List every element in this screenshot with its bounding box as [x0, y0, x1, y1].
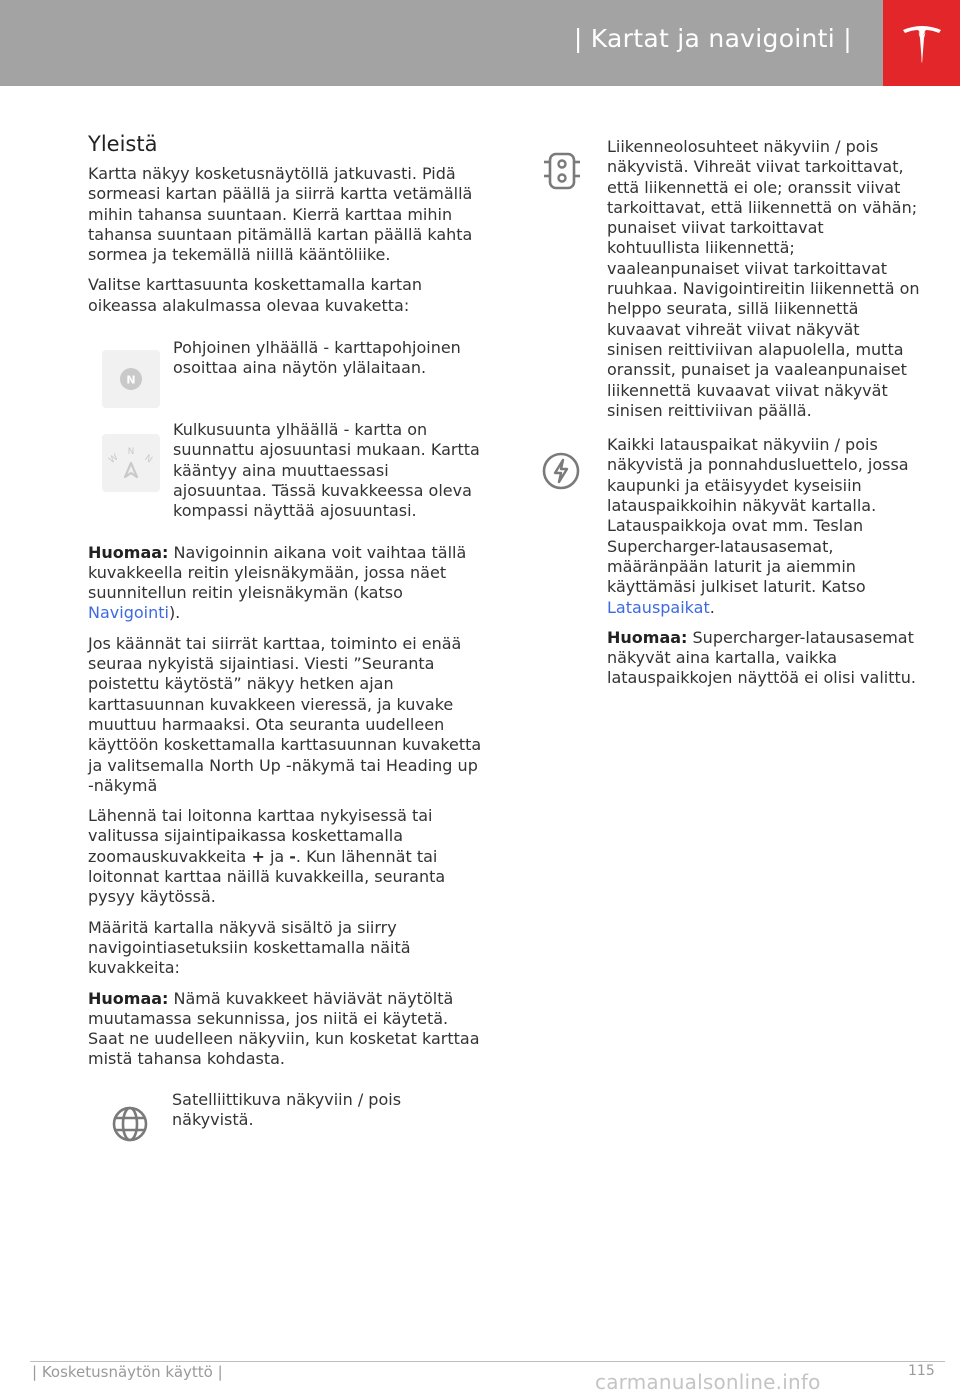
north-up-row: [88, 338, 483, 408]
note-label: Huomaa:: [607, 627, 688, 647]
heading-up-text: Kulkusuunta ylhäällä - kartta on suunnattu ajosuuntasi mukaan. Kartta kääntyy aina muuttaessasi ajosuuntaa. Tässä kuvakkeessa oleva kompassi näyttää ajosuuntasi.: [173, 420, 480, 521]
compass-n: N: [127, 447, 134, 458]
north-up-icon: [102, 350, 160, 408]
page-number: 115: [908, 1363, 935, 1379]
right-column: [540, 137, 920, 699]
heading-up-row: [88, 420, 483, 521]
footer-section: | Kosketusnäytön käyttö |: [32, 1363, 223, 1381]
heading-up-icon-cell: [88, 420, 173, 492]
footer-divider: [30, 1361, 945, 1362]
paragraph-tracking: Jos käännät tai siirrät karttaa, toiminto ei enää seuraa nykyistä sijaintiasi. Viesti ”Seuranta poistettu käytöstä” näkyy hetken ajan karttasuunnan kuvakkeen vieressä, ja kuvake muuttuu harmaaksi. Ota seuranta uudelleen käyttöön koskettamalla karttasuunnan kuvaketta ja valitsemalla North Up -näkymä tai Heading up -näkymä: [88, 633, 482, 795]
charging-text: Kaikki latauspaikat näkyviin / pois näkyvistä ja ponnahdusluettelo, jossa kaupunki ja etäisyydet kyseisiin latauspaikkoihin näkyvät kartalla. Latauspaikkoja ovat mm. Teslan Supercharger-latausasemat, määränpään laturit ja aiemmin käyttämäsi julkiset laturit. Katso Latauspaikat. Huomaa: Supercharger-latausasemat näkyvät aina kartalla, vaikka latauspaikkojen näyttöä ei olisi valittu.: [607, 435, 920, 699]
note-icons-hide: Huomaa: Nämä kuvakkeet häviävät näytöltä muutamassa sekunnissa, jos niitä ei käytetä. Saat ne uudelleen näkyviin, kun kosketat karttaa mistä tahansa kohdasta.: [88, 988, 480, 1069]
traffic-row: [540, 137, 920, 421]
satellite-text: Satelliittikuva näkyviin / pois näkyvistä.: [172, 1089, 402, 1129]
compass-w: W: [106, 452, 120, 467]
zoom-plus: +: [251, 846, 265, 866]
traffic-text: Liikenneolosuhteet näkyviin / pois näkyvistä. Vihreät viivat tarkoittavat, että liikennettä ei ole; oranssit viivat tarkoittavat, että liikennettä on vähän; punaiset viivat tarkoittavat kohtuullista liikennettä; vaaleanpunaiset viivat tarkoittavat ruuhkaa. Navigointireitin liikennettä on helppo seurata, sillä liikennettä kuvaavat vihreät viivat näkyvät sinisen reittiviivan alapuolella, mutta oranssit, punaiset ja vaaleanpunaiset liikennettä kuvaavat viivat näkyvät sinisen reittiviivan päällä.: [607, 137, 920, 420]
tesla-logo: [883, 0, 960, 86]
north-up-icon-cell: [88, 338, 173, 408]
traffic-light-icon: [540, 149, 584, 193]
north-badge-letter: N: [125, 373, 136, 387]
charging-icon-cell: [540, 435, 607, 493]
paragraph-intro: Kartta näkyy kosketusnäytöllä jatkuvasti. Pidä sormeasi kartan päällä ja siirrä kartta vetämällä mihin tahansa suuntaan. Kierrä karttaa mihin tahansa suuntaan pitämällä kartan päällä kahta sormea ja tekemällä niillä kääntöliike.: [88, 164, 473, 265]
satellite-row: [88, 1090, 483, 1144]
chapter-title: | Kartat ja navigointi |: [573, 24, 852, 53]
zoom-minus: -: [289, 846, 296, 866]
compass-e: N: [142, 453, 154, 466]
tesla-logo-icon: [897, 18, 947, 68]
note-supercharger: Huomaa: Supercharger-latausasemat näkyvät aina kartalla, vaikka latauspaikkojen näyttöä ei olisi valittu.: [607, 627, 916, 688]
section-heading: Yleistä: [88, 132, 158, 156]
heading-up-icon: [102, 434, 160, 492]
link-latauspaikat[interactable]: Latauspaikat: [607, 597, 710, 617]
satellite-icon-cell: [88, 1090, 172, 1144]
paragraph-zoom: Lähennä tai loitonna karttaa nykyisessä tai valitussa sijaintipaikassa koskettamalla zoomauskuvakkeita + ja -. Kun lähennät tai loitonnat karttaa näillä kuvakkeilla, seuranta pysyy käytössä.: [88, 806, 446, 907]
north-up-text: Pohjoinen ylhäällä - karttapohjoinen osoittaa aina näytön ylälaitaan.: [173, 338, 461, 378]
paragraph-orientation: Valitse karttasuunta koskettamalla kartan oikeassa alakulmassa olevaa kuvaketta:: [88, 275, 423, 315]
left-column: [88, 130, 483, 1144]
charging-row: [540, 435, 920, 699]
note-label: Huomaa:: [88, 988, 169, 1008]
page-header: [0, 0, 960, 86]
paragraph-map-settings: Määritä kartalla näkyvä sisältö ja siirry navigointiasetuksiin koskettamalla näitä kuvakkeita:: [88, 917, 411, 978]
charging-bolt-icon: [540, 449, 584, 493]
note-route-overview: Huomaa: Navigoinnin aikana voit vaihtaa tällä kuvakkeella reitin yleisnäkymään, jossa näet suunnitellun reitin yleisnäkymän (katso Navigointi).: [88, 542, 467, 623]
traffic-icon-cell: [540, 137, 607, 193]
link-navigointi[interactable]: Navigointi: [88, 603, 169, 623]
watermark: carmanualsonline.info: [595, 1370, 821, 1394]
note-label: Huomaa:: [88, 542, 169, 562]
globe-icon: [110, 1104, 150, 1144]
